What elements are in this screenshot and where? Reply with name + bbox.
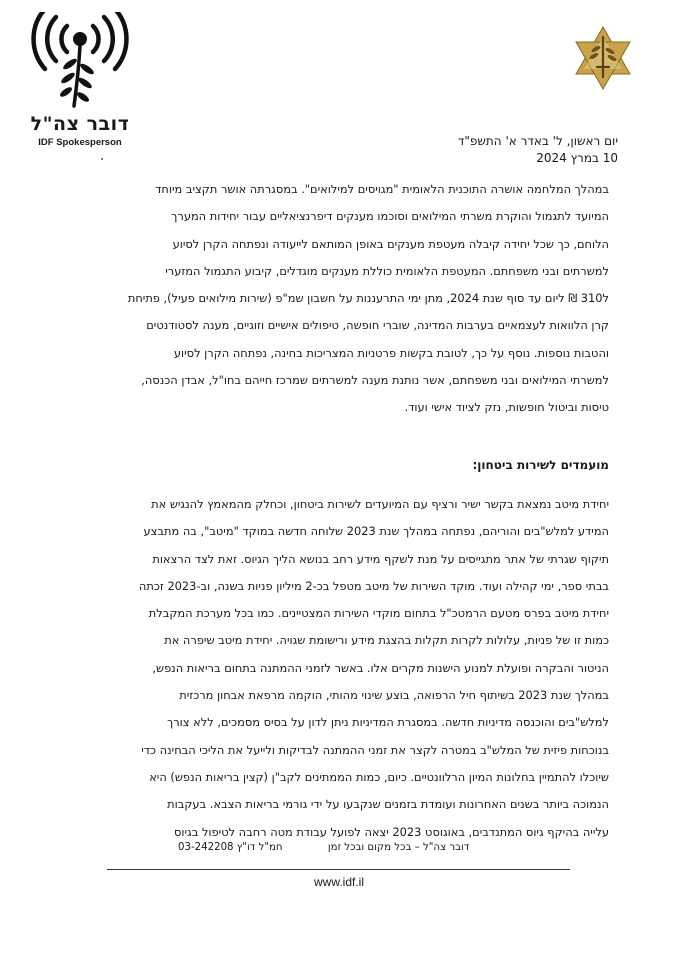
date-gregorian: 10 במרץ 2024	[536, 151, 618, 165]
text-line: במהלך המלחמה אושרה התוכנית הלאומית "מגויסים למילואים". במסגרתה אושר תקציב מיוחד	[155, 182, 609, 196]
text-line: המידע למלש"בים והוריהם, נפתחה במהלך שנת 2023 שלוחה חדשה במוקד "מיטב", בה מתבצע	[143, 524, 609, 539]
text-line: טיסות וביטול חופשות, נזק לציוד אישי ועוד.	[404, 400, 609, 415]
speaker-sound-waves-icon	[30, 12, 130, 108]
text-line: המיועד לתגמול והוקרת משרתי המילואים וסוכמו מענקים דיפרנציאליים עבור יחידות המערך	[171, 209, 609, 224]
text-line: בנוכחות פיזית של המלש"ב במטרה לקצר את זמני ההמתנה לבדיקות ולייעל את הליכי הבחינה כדי	[141, 742, 609, 757]
brand-name-hebrew: דובר צה"ל	[30, 113, 130, 135]
text-line: שיוכלו להתמיין בחלונות המיון הרלוונטיים. כיום, כמות הממתינים לקב"ן (קצין בריאות הנפש) היא	[149, 769, 609, 784]
idf-emblem-icon	[572, 25, 634, 91]
footer-phone: חמ"ל דו"ץ 03-242208	[178, 842, 283, 853]
text-line: והטבות נוספות. נוסף על כך, לטובת בקשות פרטניות המצריכות בחינה, נפתחה הקרן לסיוע	[173, 345, 609, 360]
paragraph-candidates	[108, 491, 609, 846]
date-hebrew: יום ראשון, ל' באדר א' התשפ"ד	[457, 134, 618, 148]
separator-dot	[101, 158, 103, 160]
text-line: בבתי ספר, ימי קהילה ועוד. מוקד השירות של מיטב מטפל בכ-2 מיליון פניות בשנה, וב-2023 זכתה	[138, 578, 609, 593]
section-heading: מועמדים לשירות ביטחון:	[472, 458, 609, 472]
text-line: למשרתים ובני משפחתם. המעטפת הלאומית כוללת מענקים מוגדלים, קיבוע התגמול המזערי	[165, 263, 609, 278]
text-line: הלוחם, כך שכל יחידה קיבלה מעטפת מענקים באופן המותאם לייעודה ונפתחה הקרן לסיוע	[172, 236, 609, 251]
footer-website-link[interactable]: www.idf.il	[313, 875, 364, 889]
brand-name-english: IDF Spokesperson	[38, 137, 122, 148]
text-line: הניטור והבקרה ופועלת למנוע הישנות מקרים אלו. באשר לזמני ההמתנה בתחום בריאות הנפש,	[152, 660, 609, 675]
text-line: הנמוכה ביותר בשנים האחרונות ועומדת בזמנים שנקבעו על ידי גורמי בריאות הצבא. בעקבות	[167, 797, 609, 812]
document-date	[458, 133, 618, 167]
text-line: במהלך שנת 2023 בשיתוף חיל הרפואה, בוצע שינוי מהותי, הוקמה מרפאת אבחון מרכזית	[179, 688, 609, 703]
text-line: עלייה בהיקף גיוס המתנדבים, באוגוסט 2023 יצאה לפועל עבודת מטה רחבה לטיפול בגיוס	[174, 824, 609, 839]
paragraph-reservists	[108, 176, 609, 422]
footer-divider	[107, 869, 570, 870]
text-line: למלש"בים והוכנסה מדיניות חדשה. במסגרת המדיניות ניתן לדון על בסיס מסמכים, ללא צורך	[167, 715, 609, 730]
idf-spokesperson-logo	[30, 12, 130, 148]
footer-motto: דובר צה"ל – בכל מקום ובכל זמן	[327, 842, 470, 853]
text-line: כמות זו של פניות, עלולות לקרות תקלות בהצגת מידע ורישומת שגויה. יחידת מיטב שיפרה את	[164, 633, 609, 648]
text-line: ל310 ₪ ליום עד סוף שנת 2024, מתן ימי התרעננות על חשבון שמ"פ (שירות מילואים פעיל), פתיחת	[127, 291, 609, 306]
text-line: יחידת מיטב נמצאת בקשר ישיר ורציף עם המיועדים לשירות ביטחון, וכחלק מהמאמץ להנגיש את	[151, 497, 609, 511]
text-line: יחידת מיטב בפרס מטעם הרמטכ"ל בתחום מוקדי השירות המצטיינים. כמו בכל מערכת המקבלת	[148, 606, 609, 621]
text-line: תיקוף שגרתי של אתר מתגייסים על מנת לשקף מידע רחב בנושא הליך הגיוס. זאת לצד הרצאות	[152, 551, 609, 566]
footer-contact	[178, 842, 469, 853]
text-line: למשרתי המילואים ובני משפחתם, אשר נותנת מענה למשרתים שמרכז חייהם בחו"ל, אבדן הכנסה,	[141, 373, 609, 388]
text-line: קרן הלוואות לעצמאיים בערבות המדינה, שוברי חופשה, טיפולים אישיים וזוגיים, מענה לסטודנטים	[146, 318, 609, 333]
